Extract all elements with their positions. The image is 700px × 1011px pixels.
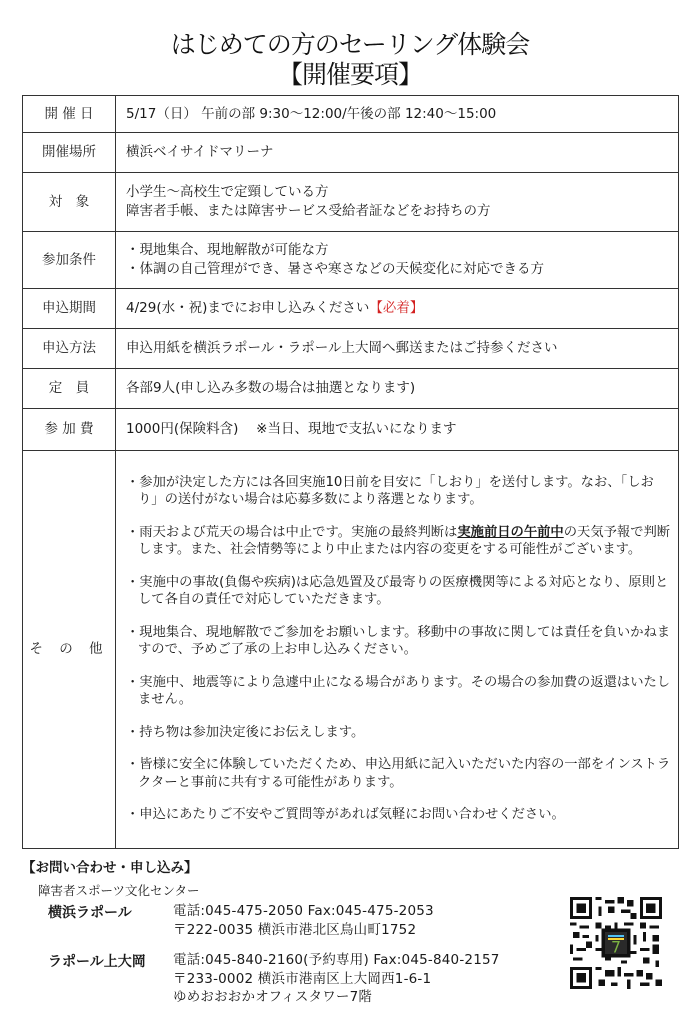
other-item: ・申込にあたりご不安やご質問等があれば気軽にお問い合わせください。 [126,807,565,822]
row-label-capacity: 定 員 [23,369,116,409]
office-building-kamiooka: ゆめおおおかオフィスタワー7階 [173,989,373,1005]
table-row-conditions [23,232,679,289]
table-row-capacity [23,369,679,409]
qr-code-icon[interactable] [570,897,662,989]
weather-text-after: の天気予報で判断します。また、社会情勢等により中止または内容の変更をする可能性がございます。 [138,524,671,557]
row-value-venue: 横浜ベイサイドマリーナ [116,133,679,173]
row-value-target [116,173,679,232]
page-subtitle: 【開催要項】 [277,60,422,89]
table-row-other [23,451,679,849]
office-phone-kamiooka[interactable]: 電話:045-840-2160(予約専用) Fax:045-840-2157 [173,952,500,968]
table-row-date [23,96,679,133]
organization-name: 障害者スポーツ文化センター [38,883,200,898]
condition-line-1: ・現地集合、現地解散が可能な方 [126,242,329,258]
table-row-method [23,329,679,369]
row-value-date: 5/17（日） 午前の部 9:30～12:00/午後の部 12:40～15:00 [116,96,679,133]
contact-heading: 【お問い合わせ・申し込み】 [22,860,198,876]
office-address-yokohama: 〒222-0035 横浜市港北区鳥山町1752 [173,922,417,938]
row-label-method: 申込方法 [23,329,116,369]
other-item: ・持ち物は参加決定後にお伝えします。 [126,724,365,740]
row-value-fee: 1000円(保険料含) ※当日、現地で支払いになります [116,409,679,451]
other-item: ・実施中、地震等により急遽中止になる場合があります。その場合の参加費の返還はいたしません。 [126,674,671,707]
office-name-yokohama: 横浜ラポール [48,905,132,921]
must-arrive-badge: 【必着】 [369,300,424,316]
row-value-conditions [116,232,679,289]
other-item: ・現地集合、現地解散でご参加をお願いします。移動中の事故に関しては責任を負いかねますので、予めご了承の上お申し込みください。 [126,624,671,657]
condition-line-2: ・体調の自己管理ができ、暑さや寒さなどの天候変化に対応できる方 [126,261,544,277]
office-address-kamiooka: 〒233-0002 横浜市港南区上大岡西1-6-1 [173,971,432,987]
table-row-venue [23,133,679,173]
row-label-conditions: 参加条件 [23,232,116,289]
weather-text-before: ・雨天および荒天の場合は中止です。実施の最終判断は [126,524,458,540]
row-value-period [116,289,679,329]
page-title: はじめての方のセーリング体験会 [170,30,530,59]
row-value-method: 申込用紙を横浜ラポール・ラポール上大岡へ郵送またはご持参ください [116,329,679,369]
other-item: ・参加が決定した方には各回実施10日前を目安に「しおり」を送付します。なお、「しおり」の送付がない場合は応募多数により落選となります。 [126,474,654,507]
office-name-kamiooka: ラポール上大岡 [48,954,146,970]
row-label-target: 対 象 [23,173,116,232]
qr-center-logo: 7 [610,937,622,957]
period-text: 4/29(水・祝)までにお申し込みください [126,300,370,316]
event-details-table [22,95,679,849]
table-row-period [23,289,679,329]
target-line-1: 小学生～高校生で定頸している方 [126,184,329,200]
row-label-period: 申込期間 [23,289,116,329]
other-item: ・実施中の事故(負傷や疾病)は応急処置及び最寄りの医療機関等による対応となり、原則として各自の責任で対応していただきます。 [126,574,669,607]
office-phone-yokohama[interactable]: 電話:045-475-2050 Fax:045-475-2053 [173,903,434,919]
target-line-2: 障害者手帳、または障害サービス受給者証などをお持ちの方 [126,203,491,219]
table-row-target [23,173,679,232]
row-label-date: 開 催 日 [23,96,116,133]
row-value-capacity: 各部9人(申し込み多数の場合は抽選となります) [116,369,679,409]
table-row-fee [23,409,679,451]
row-label-other: そ の 他 [23,451,116,849]
other-item: ・皆様に安全に体験していただくため、申込用紙に記入いただいた内容の一部をインストラクターと事前に共有する可能性があります。 [126,757,671,790]
row-label-venue: 開催場所 [23,133,116,173]
row-label-fee: 参 加 費 [23,409,116,451]
row-value-other [116,451,679,849]
decision-time-emphasis: 実施前日の午前中 [457,524,564,540]
other-item-weather [126,524,672,559]
